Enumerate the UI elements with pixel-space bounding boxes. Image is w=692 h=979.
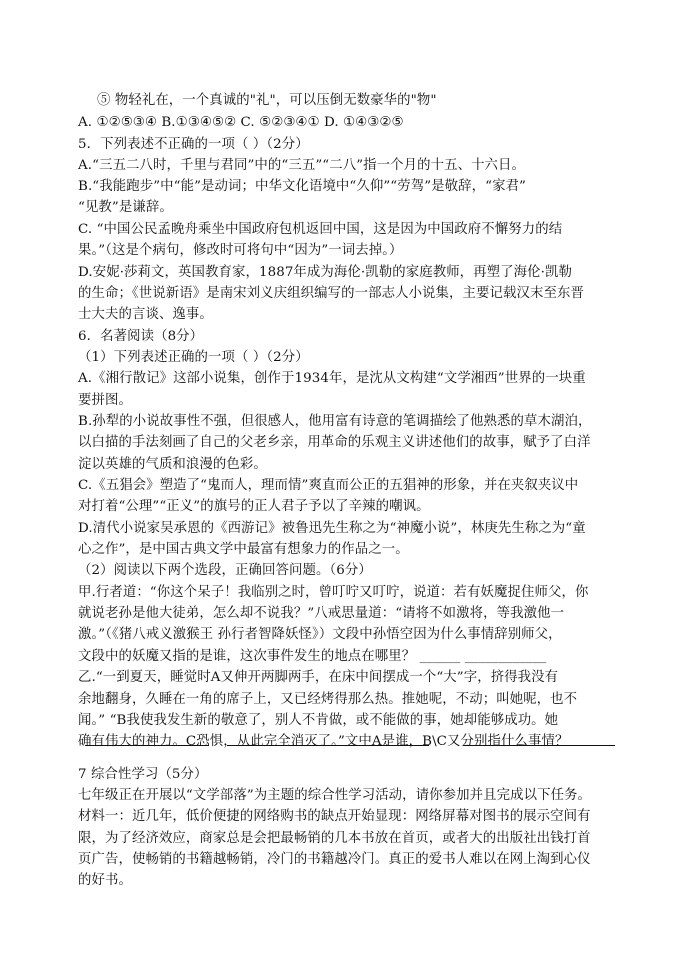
q5-option-c-line1: C. “中国公民孟晚舟乘坐中国政府包机返回中国，这是因为中国政府不懈努力的结 <box>78 222 563 237</box>
q6-option-b-line2: 以白描的手法刻画了自己的父老乡亲，用革命的乐观主义讲述他们的故事，赋予了白洋 <box>78 435 591 450</box>
q6-option-c-line2: 对打着“公理”“正义”的旗号的正人君子予以了辛辣的嘲讽。 <box>78 499 430 514</box>
q5-option-d-line1: D.安妮·莎莉文，英国教育家，1887年成为海伦·凯勒的家庭教师，再塑了海伦·凯勒 <box>78 265 572 280</box>
q6-part2-title: （2）阅读以下两个选段，正确回答问题。（6分） <box>78 563 372 578</box>
passage-jia-line3: 激。”（《猪八戒义激猴王 孙行者智降妖怪》）文段中孙悟空因为什么事情辞别师父， <box>78 627 562 642</box>
material-1-line1: 材料一：近几年，低价便捷的网络购书的缺点开始显现：网络屏幕对图书的展示空间有 <box>78 809 591 824</box>
material-1-line4: 的好书。 <box>78 873 132 888</box>
material-1-line3: 页广告，使畅销的书籍越畅销，冷门的书籍越冷门。真正的爱书人难以在网上淘到心仪 <box>78 852 591 867</box>
q5-option-d-line2: 的生命；《世说新语》是南宋刘义庆组织编写的一部志人小说集，主要记载汉末至东晋 <box>78 286 584 301</box>
q5-option-c-line2: 果。”（这是个病句，修改时可将句中“因为”一词去掉。） <box>78 243 403 258</box>
answer-blank-2[interactable] <box>227 744 429 746</box>
answer-blank-1[interactable] <box>85 744 209 746</box>
question-7-title: 7 综合性学习（5分） <box>78 767 208 782</box>
passage-yi-question: 确有伟大的神力。C恐惧，从此完全消灭了。”文中A是谁，B\C又分别指什么事情？ <box>78 734 569 749</box>
q5-option-a: A.“三五二八时，千里与君同”中的“三五”“二八”指一个月的十五、十六日。 <box>78 158 526 173</box>
passage-jia-line2: 就说老孙是他大徒弟，怎么却不说我？”八戒思量道：“请将不如激将，等我激他一 <box>78 606 565 621</box>
answer-blanks <box>85 744 615 754</box>
passage-yi-line1: 乙.“一到夏天，睡觉时A又伸开两脚两手，在床中间摆成一个“大”字，挤得我没有 <box>78 670 559 685</box>
q6-part1-title: （1）下列表述正确的一项（ ）（2分） <box>78 350 309 365</box>
option-5-text: ⑤ 物轻礼在，一个真诚的"礼"，可以压倒无数豪华的"物" <box>97 93 437 108</box>
answer-blank-3[interactable] <box>463 744 615 746</box>
material-1-line2: 限，为了经济效应，商家总是会把最畅销的几本书放在首页，或者大的出版社出钱打首 <box>78 831 591 846</box>
question-6-title: 6．名著阅读（8分） <box>78 329 204 344</box>
passage-jia-line1: 甲.行者道：“你这个呆子！我临别之时，曾叮咛又叮咛，说道：若有妖魔捉住师父，你 <box>78 585 589 600</box>
q4-choices: A. ①②⑤③④ B.①③④⑤② C. ⑤②③④① D. ①④③②⑤ <box>78 115 404 130</box>
q6-option-d-line1: D.清代小说家吴承恩的《西游记》被鲁迅先生称之为“神魔小说”，林庚先生称之为“童 <box>78 521 586 536</box>
q6-option-b-line3: 淀以英雄的气质和浪漫的色彩。 <box>78 457 267 472</box>
q5-option-d-line3: 士大夫的言谈、逸事。 <box>78 307 213 322</box>
q6-option-c-line1: C.《五猖会》塑造了“鬼而人，理而情”爽直而公正的五猖神的形象，并在夹叙夹议中 <box>78 478 579 493</box>
question-5-title: 5．下列表述不正确的一项（ ）（2分） <box>78 137 309 152</box>
q5-option-b-line1: B.“我能跑步”中“能”是动词；中华文化语境中“久仰”“劳驾”是敬辞，“家君” <box>78 179 526 194</box>
passage-jia-question: 文段中的妖魔又指的是谁，这次事件发生的地点在哪里？ ______ ____________ <box>78 649 547 664</box>
q6-option-a-line1: A.《湘行散记》这部小说集，创作于1934年，是沈从文构建“文学湘西”世界的一块重 <box>78 371 586 386</box>
q6-option-a-line2: 要拼图。 <box>78 393 132 408</box>
q6-option-b-line1: B.孙犁的小说故事性不强，但很感人，他用富有诗意的笔调描绘了他熟悉的草木湖泊， <box>78 414 592 429</box>
q7-intro: 七年级正在开展以“文学部落”为主题的综合性学习活动，请你参加并且完成以下任务。 <box>78 788 592 803</box>
q6-option-d-line2: 心之作”，是中国古典文学中最富有想象力的作品之一。 <box>78 542 409 557</box>
passage-yi-line3: 闻。” “B我使我发生新的敬意了，别人不肯做，或不能做的事，她却能够成功。她 <box>78 713 559 728</box>
q5-option-b-line2: “见教”是谦辞。 <box>78 200 173 215</box>
passage-yi-line2: 余地翻身，久睡在一角的席子上，又已经烤得那么热。推她呢，不动；叫她呢，也不 <box>78 692 578 707</box>
